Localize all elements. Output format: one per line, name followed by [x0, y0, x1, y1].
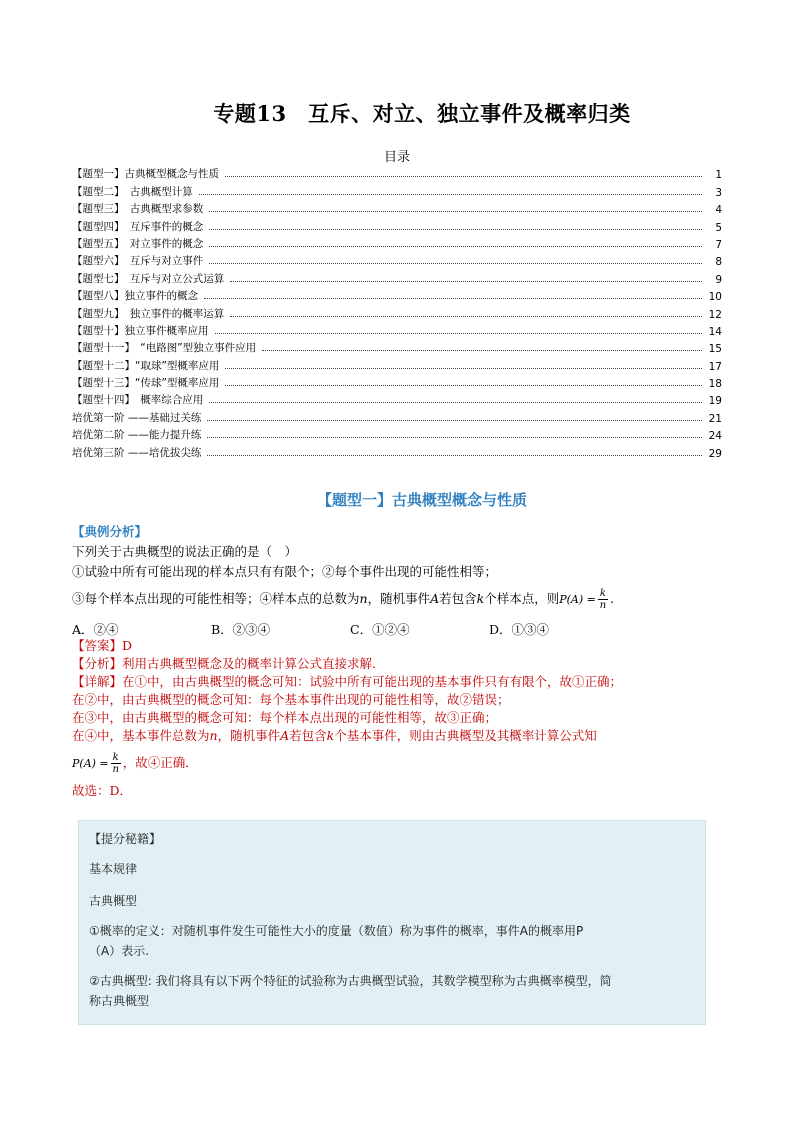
- var-k: k: [476, 591, 485, 606]
- toc-entry-page: 19: [708, 395, 722, 408]
- tips-item-2-line-1: ②古典概型: 我们将具有以下两个特征的试验称为古典概型试验，其数学模型称为古典概率模型，简: [89, 974, 612, 988]
- toc-leader-dots: [230, 281, 702, 282]
- tips-topic: 古典概型: [89, 894, 138, 908]
- toc-entry[interactable]: [72, 425, 722, 442]
- toc-entry[interactable]: [72, 164, 722, 181]
- question-text: 下列关于古典概型的说法正确的是（ ）: [72, 544, 298, 559]
- toc-entry-label: 【题型八】独立事件的概念: [72, 290, 198, 303]
- toc-entry-page: 17: [708, 360, 722, 373]
- var-a: A: [430, 591, 440, 606]
- option-a[interactable]: A．②④: [72, 622, 119, 637]
- example-label: [72, 523, 722, 541]
- stmt-part: ③每个样本点出现的可能性相等；④样本点的总数为: [72, 591, 360, 606]
- toc-entry-page: 10: [708, 291, 722, 304]
- toc-entry[interactable]: [72, 407, 722, 424]
- toc-leader-dots: [225, 368, 702, 369]
- toc-entry[interactable]: [72, 303, 722, 320]
- toc-leader-dots: [207, 437, 702, 438]
- toc-entry-label: 【题型四】 互斥事件的概念: [72, 220, 204, 233]
- stmt-part: ，随机事件: [367, 591, 431, 606]
- var-n: n: [359, 591, 368, 606]
- detail-line-5: [72, 752, 722, 775]
- option-b[interactable]: B．②③④: [211, 622, 271, 637]
- analysis-line: [72, 655, 722, 673]
- toc-leader-dots: [209, 246, 702, 247]
- answer-label: 【答案】: [72, 638, 123, 653]
- toc-leader-dots: [204, 298, 702, 299]
- tips-title: 【提分秘籍】: [89, 832, 162, 846]
- toc-entry-label: 【题型十】独立事件概率应用: [72, 324, 209, 337]
- tips-subtitle: 基本规律: [89, 862, 138, 876]
- answer-value: D: [122, 638, 133, 653]
- toc-leader-dots: [262, 350, 702, 351]
- toc-leader-dots: [199, 194, 702, 195]
- toc-entry[interactable]: [72, 268, 722, 285]
- toc-entry-label: 【题型三】 古典概型求参数: [72, 203, 204, 216]
- toc-entry-label: 【题型九】 独立事件的概率运算: [72, 307, 225, 320]
- formula-lhs: P(A) =: [559, 593, 596, 606]
- detail-text: 在①中，由古典概型的概念可知：试验中所有可能出现的基本事件只有有限个，故①正确；: [122, 674, 623, 689]
- detail-line-3: 在③中，由古典概型的概念可知：每个样本点出现的可能性相等，故③正确；: [72, 710, 498, 725]
- detail-part: 个基本事件，则由古典概型及其概率计算公式知: [334, 728, 597, 743]
- toc-heading: 目录: [383, 150, 410, 165]
- toc-entry-page: 9: [715, 273, 722, 286]
- toc-entry-label: 【题型十一】 “电路图”型独立事件应用: [72, 342, 257, 355]
- analysis-text: 利用古典概型概念及的概率计算公式直接求解．: [122, 656, 385, 671]
- toc-entry-label: 【题型五】 对立事件的概念: [72, 237, 204, 250]
- toc-leader-dots: [207, 455, 702, 456]
- frac-numerator: k: [112, 752, 119, 763]
- fraction-k-over-n: [111, 752, 121, 775]
- toc-leader-dots: [230, 316, 702, 317]
- frac-denominator: n: [112, 764, 119, 775]
- toc-entry[interactable]: [72, 234, 722, 251]
- detail-part: 在④中，基本事件总数为: [72, 728, 210, 743]
- conclusion-line: 故选：D．: [72, 783, 133, 798]
- toc-entry-label: 【题型一】古典概型概念与性质: [72, 168, 219, 181]
- toc-leader-dots: [215, 333, 703, 334]
- toc-entry-page: 1: [715, 169, 722, 182]
- var-k: k: [326, 728, 335, 743]
- toc-entry-page: 4: [715, 204, 722, 217]
- toc-entry-label: 【题型七】 互斥与对立公式运算: [72, 272, 225, 285]
- toc-entry-page: 29: [708, 447, 722, 460]
- toc-entry[interactable]: [72, 338, 722, 355]
- table-of-contents: [72, 164, 722, 460]
- toc-leader-dots: [209, 263, 702, 264]
- tips-item-1-line-2: （A）表示.: [89, 944, 150, 958]
- var-a: A: [280, 728, 290, 743]
- tips-box: [78, 820, 706, 1025]
- answer-line: [72, 637, 722, 655]
- toc-leader-dots: [209, 211, 702, 212]
- toc-entry-page: 15: [708, 343, 722, 356]
- detail-line-4: [72, 727, 722, 745]
- frac-numerator: k: [599, 588, 606, 599]
- toc-entry[interactable]: [72, 251, 722, 268]
- toc-entry-page: 8: [715, 256, 722, 269]
- toc-entry[interactable]: [72, 390, 722, 407]
- toc-entry-page: 21: [708, 412, 722, 425]
- detail-line-2: 在②中，由古典概型的概念可知：每个基本事件出现的可能性相等，故②错误；: [72, 692, 510, 707]
- toc-entry-label: 【题型二】 古典概型计算: [72, 185, 193, 198]
- stmt-part: .: [609, 591, 614, 606]
- formula-lhs: P(A) =: [72, 757, 109, 770]
- toc-leader-dots: [209, 402, 702, 403]
- toc-leader-dots: [209, 229, 702, 230]
- toc-entry-page: 5: [715, 221, 722, 234]
- toc-entry-page: 7: [715, 238, 722, 251]
- page-title: 专题13 互斥、对立、独立事件及概率归类: [213, 101, 631, 126]
- fraction-k-over-n: [598, 588, 608, 611]
- section-heading: 【题型一】古典概型概念与性质: [316, 491, 527, 509]
- option-c[interactable]: C．①②④: [350, 622, 410, 637]
- toc-entry-label: 【题型十二】“取球”型概率应用: [72, 359, 220, 372]
- toc-entry-label: 培优第二阶 ——能力提升练: [72, 429, 202, 442]
- stmt-part: 若包含: [439, 591, 477, 606]
- example-label-text: 【典例分析】: [72, 524, 148, 539]
- statements-line-2: [72, 588, 722, 611]
- option-d[interactable]: D．①③④: [489, 622, 550, 637]
- statements-line-1: ①试验中所有可能出现的样本点只有有限个；②每个事件出现的可能性相等；: [72, 564, 498, 579]
- toc-leader-dots: [225, 176, 702, 177]
- toc-entry-label: 【题型六】 互斥与对立事件: [72, 255, 204, 268]
- toc-leader-dots: [225, 385, 702, 386]
- toc-entry[interactable]: [72, 442, 722, 459]
- toc-entry-page: 18: [708, 378, 722, 391]
- toc-entry[interactable]: [72, 286, 722, 303]
- toc-entry[interactable]: [72, 355, 722, 372]
- frac-denominator: n: [599, 600, 607, 611]
- toc-entry-label: 【题型十三】“传球”型概率应用: [72, 377, 220, 390]
- toc-entry[interactable]: [72, 181, 722, 198]
- toc-entry-label: 培优第一阶 ——基础过关练: [72, 411, 202, 424]
- toc-entry-page: 12: [708, 308, 722, 321]
- tips-item-2-line-2: 称古典概型: [89, 994, 150, 1008]
- analysis-label: 【分析】: [72, 656, 123, 671]
- toc-entry[interactable]: [72, 321, 722, 338]
- detail-label: 【详解】: [72, 674, 123, 689]
- toc-entry[interactable]: [72, 199, 722, 216]
- toc-entry-label: 培优第三阶 ——培优拔尖练: [72, 446, 202, 459]
- var-n: n: [209, 728, 218, 743]
- toc-entry-page: 24: [708, 430, 722, 443]
- stmt-part: 个样本点，则: [484, 591, 560, 606]
- toc-entry-label: 【题型十四】 概率综合应用: [72, 394, 204, 407]
- detail-part: 若包含: [289, 728, 327, 743]
- toc-entry-page: 3: [715, 186, 722, 199]
- toc-leader-dots: [207, 420, 702, 421]
- answer-options: [72, 620, 628, 638]
- tips-item-1-line-1: ①概率的定义：对随机事件发生可能性大小的度量（数值）称为事件的概率，事件A的概率用P: [89, 924, 584, 938]
- toc-entry[interactable]: [72, 216, 722, 233]
- detail-line-1: [72, 673, 722, 691]
- detail-part: ，随机事件: [217, 728, 281, 743]
- toc-entry-page: 14: [708, 325, 722, 338]
- toc-entry[interactable]: [72, 373, 722, 390]
- detail-part: ，故④正确．: [122, 755, 198, 770]
